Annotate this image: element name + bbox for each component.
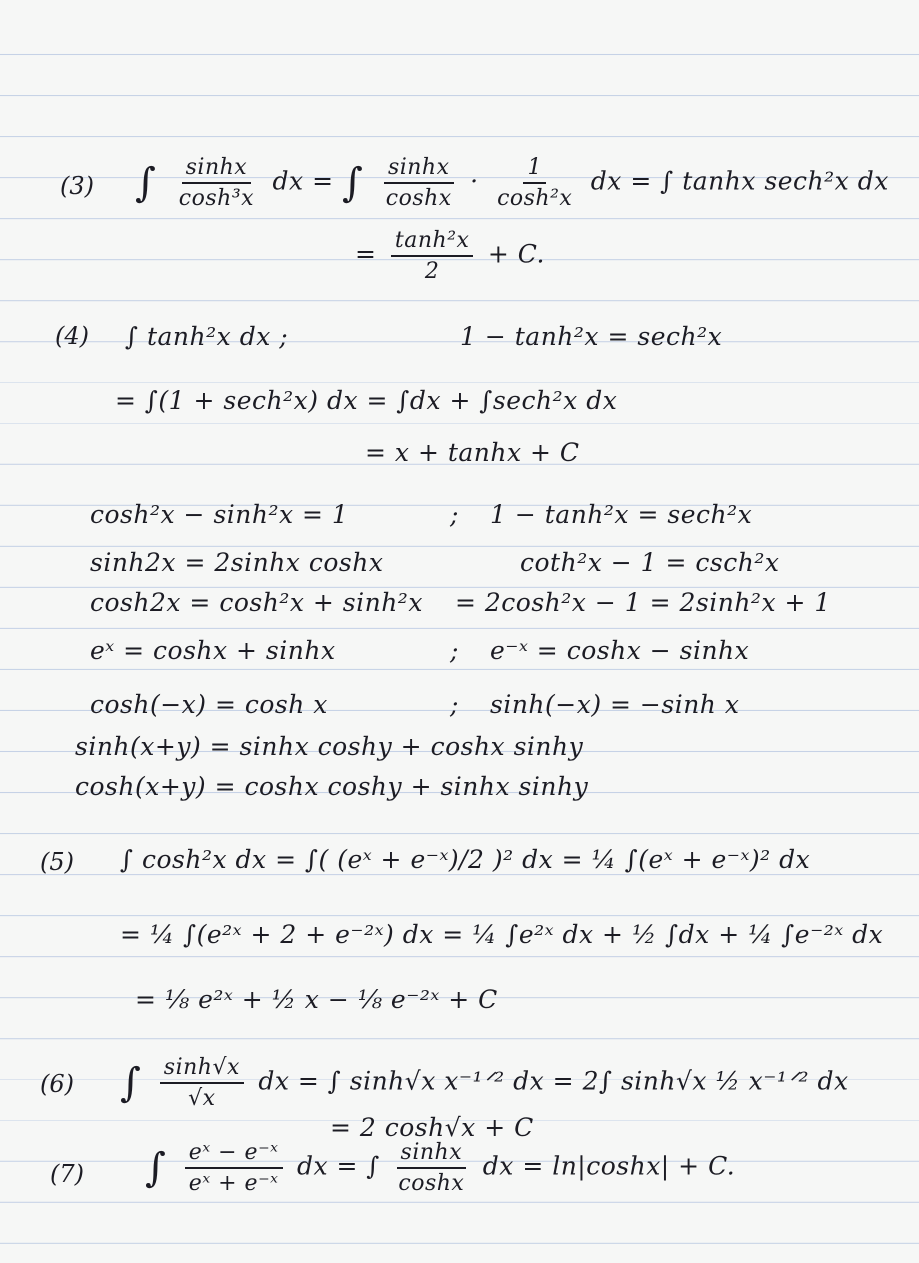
problem-4-line-3: = x + tanhx + C — [365, 438, 580, 467]
identity-left: cosh(−x) = cosh x — [90, 690, 328, 719]
integral-sign: ∫ — [135, 160, 157, 206]
identity-separator: ; — [450, 636, 459, 665]
identity-left: sinh2x = 2sinhx coshx — [90, 548, 384, 577]
fraction — [175, 155, 258, 211]
numerator: sinh√x — [160, 1055, 244, 1084]
text: dx = ∫ — [296, 1151, 380, 1181]
identity-right: = 2cosh²x − 1 = 2sinh²x + 1 — [455, 588, 831, 617]
denominator: 2 — [424, 259, 440, 284]
problem-4-line-1: ∫ tanh²x dx ; — [125, 322, 289, 351]
denominator: cosh³x — [178, 186, 255, 211]
identity-separator: ; — [450, 690, 459, 719]
identity-right: coth²x − 1 = csch²x — [520, 548, 780, 577]
integral-sign: ∫ — [145, 1145, 167, 1191]
numerator: sinhx — [384, 155, 454, 184]
identity-left: cosh2x = cosh²x + sinh²x — [90, 588, 423, 617]
text: dx = ln|coshx| + C. — [482, 1151, 736, 1181]
problem-5-line-1: ∫ cosh²x dx = ∫( (eˣ + e⁻ˣ)/2 )² dx = ¼ ∫(eˣ + e⁻ˣ)² dx — [120, 845, 811, 874]
problem-4-line-2: = ∫(1 + sech²x) dx = ∫dx + ∫sech²x dx — [115, 386, 618, 415]
problem-7-line-1 — [145, 1140, 735, 1196]
problem-6-line-2: = 2 cosh√x + C — [330, 1113, 534, 1142]
identity-right: e⁻ˣ = coshx − sinhx — [490, 636, 750, 665]
fraction — [382, 155, 456, 211]
problem-7-label: (7) — [50, 1160, 84, 1188]
text: · — [470, 166, 479, 196]
problem-5-label: (5) — [40, 848, 74, 876]
problem-3-line-1 — [135, 155, 889, 211]
problem-4-identity: 1 − tanh²x = sech²x — [460, 322, 723, 351]
text: = — [355, 239, 377, 269]
problem-6-line-1 — [120, 1055, 849, 1111]
identity-right: 1 − tanh²x = sech²x — [490, 500, 753, 529]
text: dx = — [272, 166, 334, 196]
identity-separator: ; — [450, 500, 459, 529]
denominator: coshx — [385, 186, 452, 211]
integral-sign: ∫ — [120, 1060, 142, 1106]
denominator: √x — [188, 1086, 216, 1111]
fraction — [185, 1140, 283, 1196]
problem-4-label: (4) — [55, 322, 89, 350]
fraction — [394, 1140, 468, 1196]
denominator: eˣ + e⁻ˣ — [188, 1171, 279, 1196]
numerator: eˣ − e⁻ˣ — [185, 1140, 283, 1169]
problem-5-line-2: = ¼ ∫(e²ˣ + 2 + e⁻²ˣ) dx = ¼ ∫e²ˣ dx + ½ ∫dx + ¼ ∫e⁻²ˣ dx — [120, 920, 884, 949]
identity-left: cosh²x − sinh²x = 1 — [90, 500, 349, 529]
text: dx = ∫ sinh√x x⁻¹ᐟ² dx = 2∫ sinh√x ½ x⁻¹ᐟ² dx — [258, 1066, 849, 1096]
numerator: sinhx — [397, 1140, 467, 1169]
identity-right: sinh(−x) = −sinh x — [490, 690, 740, 719]
fraction — [160, 1055, 244, 1111]
identity-left: sinh(x+y) = sinhx coshy + coshx sinhy — [75, 732, 584, 761]
denominator: cosh²x — [497, 186, 573, 211]
numerator: tanh²x — [391, 228, 474, 257]
fraction — [391, 228, 474, 284]
problem-3-label: (3) — [60, 172, 94, 200]
text: + C. — [487, 239, 545, 269]
problem-6-label: (6) — [40, 1070, 74, 1098]
problem-3-line-2 — [355, 228, 545, 284]
integral-sign: ∫ — [341, 160, 364, 206]
identity-left: eˣ = coshx + sinhx — [90, 636, 336, 665]
problem-5-line-3: = ⅛ e²ˣ + ½ x − ⅛ e⁻²ˣ + C — [135, 985, 498, 1014]
numerator: sinhx — [182, 155, 252, 184]
fraction — [493, 155, 576, 211]
identity-left: cosh(x+y) = coshx coshy + sinhx sinhy — [75, 772, 589, 801]
denominator: coshx — [398, 1171, 465, 1196]
text: dx = ∫ tanhx sech²x dx — [590, 166, 889, 196]
numerator: 1 — [523, 155, 546, 184]
